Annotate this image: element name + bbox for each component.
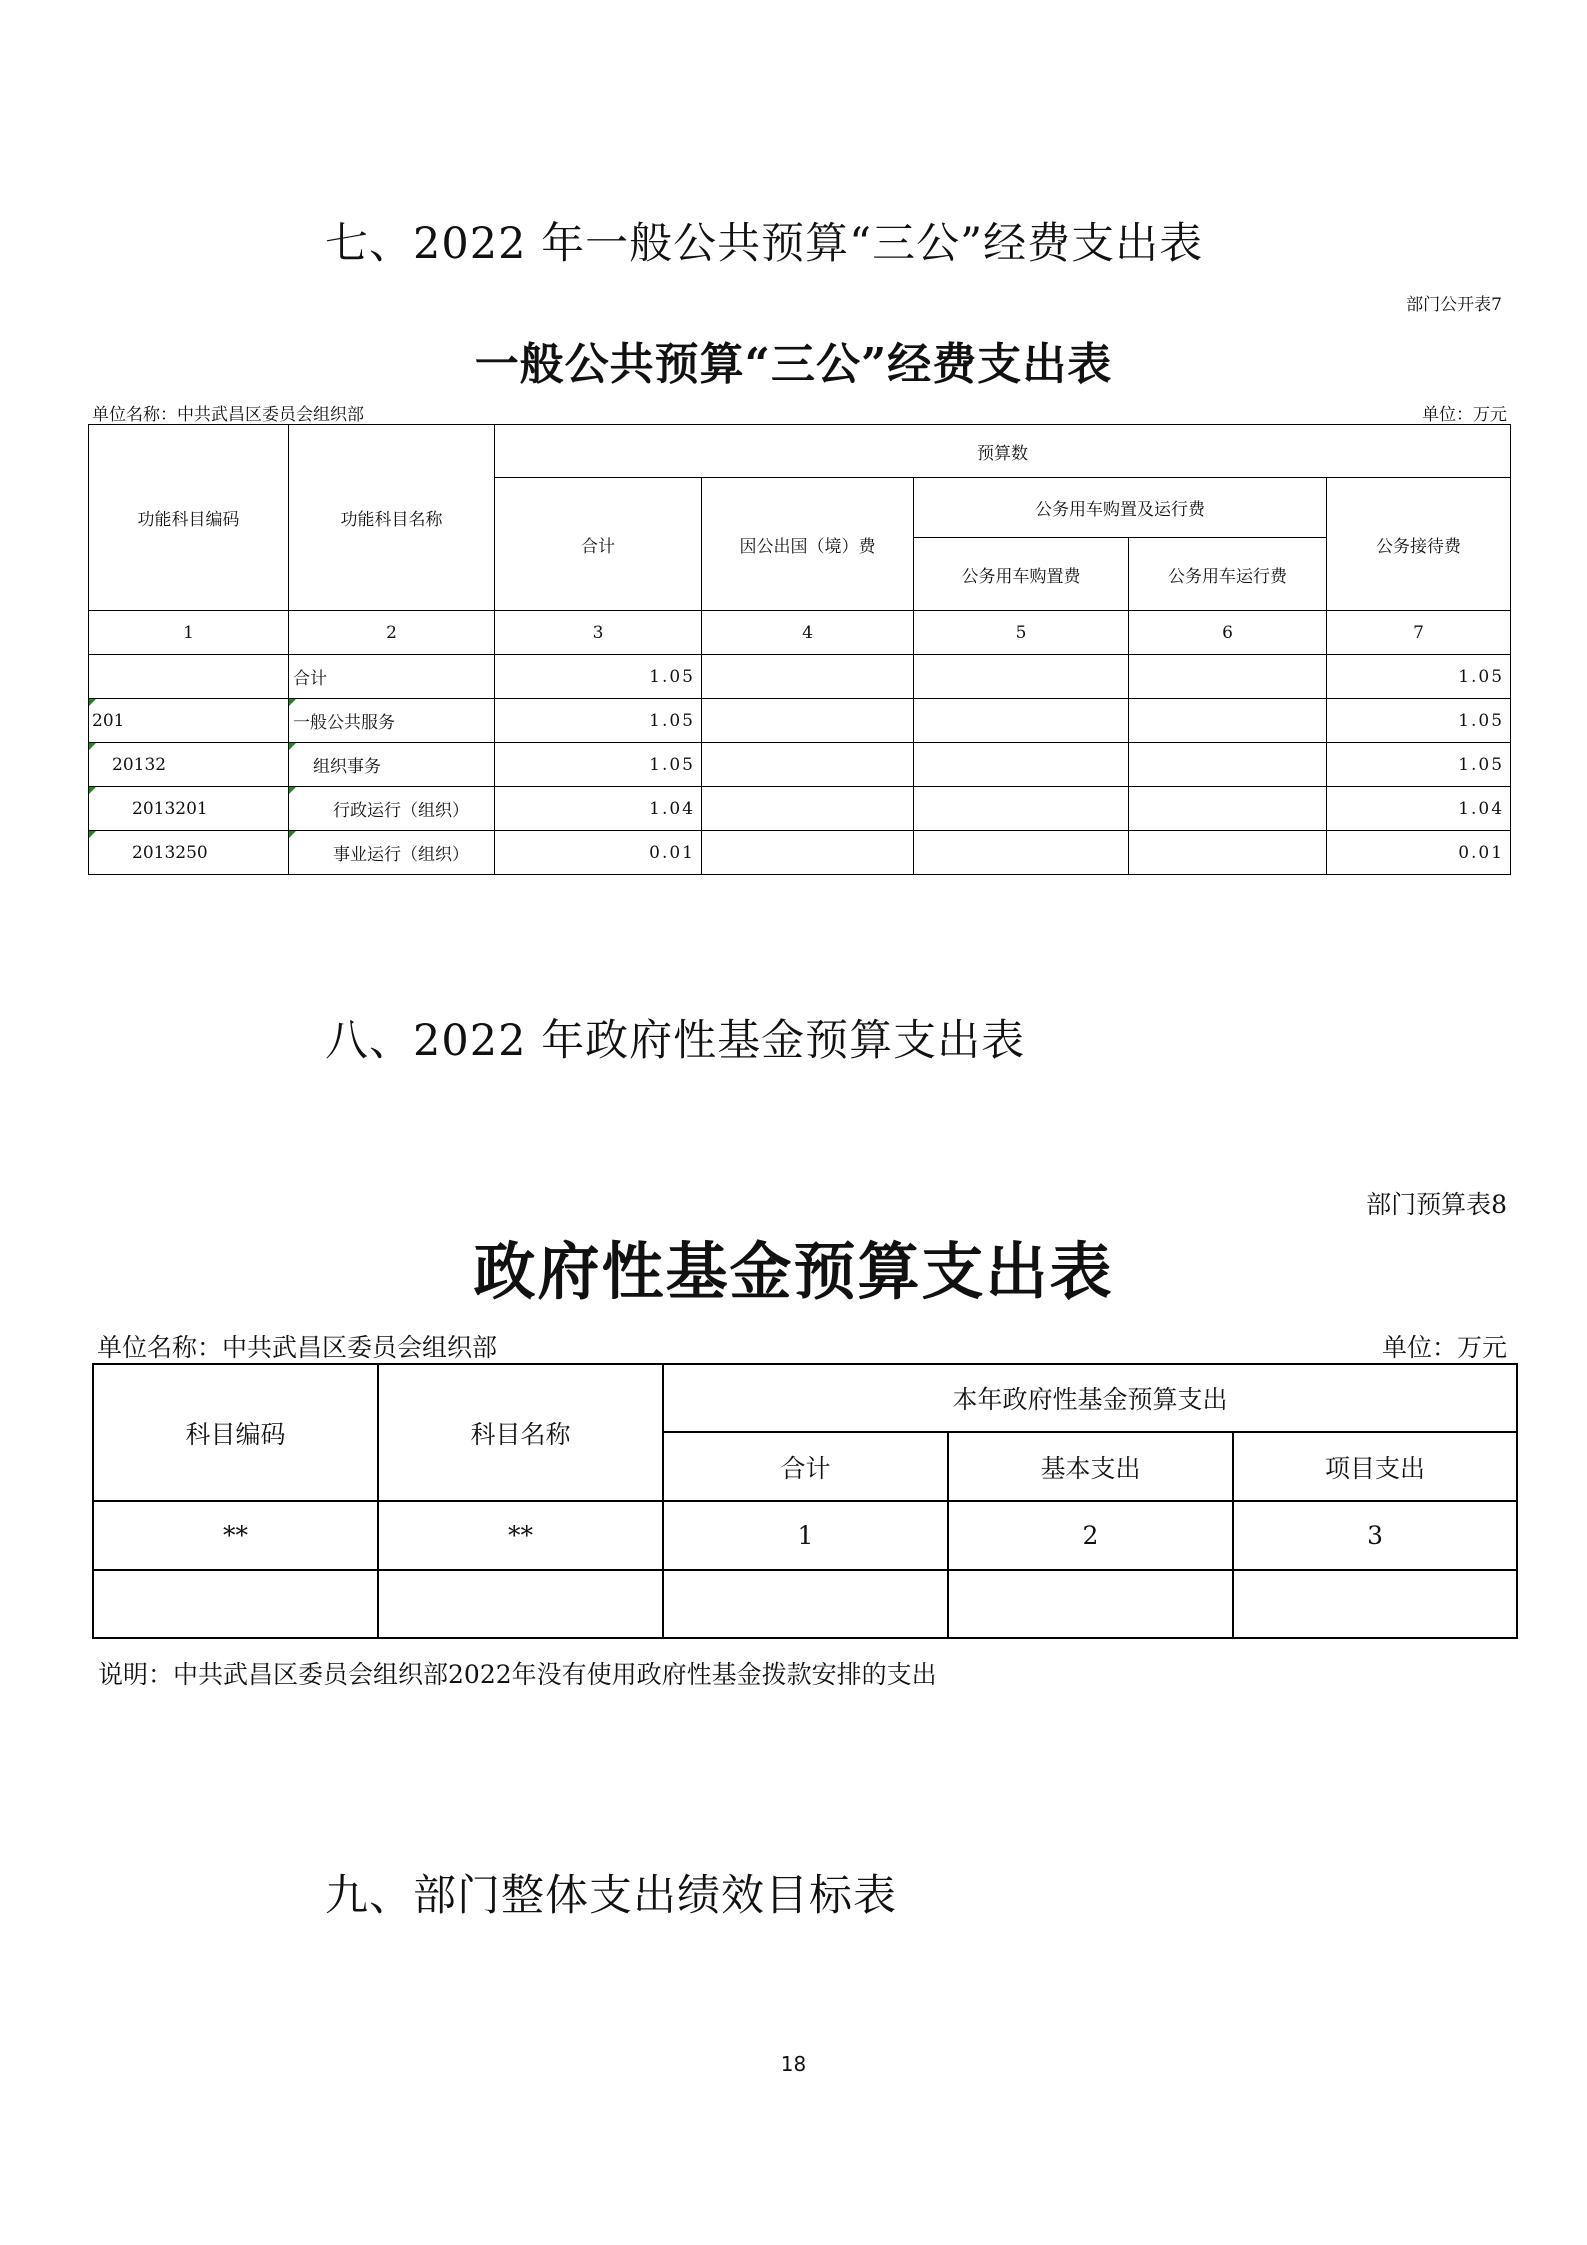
col-number: 5 — [914, 611, 1129, 655]
row-reception: 1.05 — [1327, 655, 1511, 699]
header-budget: 预算数 — [495, 425, 1511, 478]
section9-heading: 九、部门整体支出绩效目标表 — [325, 1871, 897, 1921]
row-abroad — [702, 699, 914, 743]
row-purchase — [914, 699, 1129, 743]
row-run — [1129, 655, 1327, 699]
column-number-row — [89, 611, 1511, 655]
row-reception: 1.05 — [1327, 743, 1511, 787]
header-total: 合计 — [495, 478, 702, 611]
row-run — [1129, 787, 1327, 831]
row-reception: 1.05 — [1327, 699, 1511, 743]
table-row — [89, 787, 1511, 831]
row-purchase — [914, 743, 1129, 787]
header-vehicle-run: 公务用车运行费 — [1129, 538, 1327, 611]
green-corner-marker — [89, 787, 96, 794]
row-code: 201 — [92, 710, 125, 731]
row-name: 行政运行（组织） — [333, 801, 469, 821]
empty-cell — [948, 1570, 1233, 1638]
empty-cell — [378, 1570, 663, 1638]
col-number: 4 — [702, 611, 914, 655]
section8-title: 政府性基金预算支出表 — [473, 1235, 1114, 1308]
row-run — [1129, 831, 1327, 875]
table-row — [93, 1570, 1517, 1638]
row-code: 20132 — [112, 754, 167, 775]
header-code: 功能科目编码 — [89, 425, 289, 611]
header-vehicle: 公务用车购置及运行费 — [914, 478, 1327, 538]
green-corner-marker — [289, 743, 296, 750]
green-corner-marker — [289, 831, 296, 838]
header-reception: 公务接待费 — [1327, 478, 1511, 611]
row-abroad — [702, 743, 914, 787]
table-row — [89, 655, 1511, 699]
row-name: 组织事务 — [313, 757, 381, 777]
header-vehicle-purchase: 公务用车购置费 — [914, 538, 1129, 611]
row-name: 合计 — [289, 655, 495, 699]
row-total: 1.05 — [495, 743, 702, 787]
section7-unit: 单位：万元 — [1422, 405, 1507, 425]
green-corner-marker — [89, 699, 96, 706]
header-total: 合计 — [663, 1432, 948, 1501]
row-total: 1.04 — [495, 787, 702, 831]
col-number: 7 — [1327, 611, 1511, 655]
green-corner-marker — [89, 743, 96, 750]
row-reception: 1.04 — [1327, 787, 1511, 831]
table-row — [89, 831, 1511, 875]
section7-title: 一般公共预算“三公”经费支出表 — [474, 339, 1113, 390]
section7-unit-name: 单位名称：中共武昌区委员会组织部 — [92, 405, 364, 425]
empty-cell — [1233, 1570, 1517, 1638]
row-abroad — [702, 831, 914, 875]
column-number-row — [93, 1501, 1517, 1570]
header-name: 科目名称 — [378, 1364, 663, 1501]
row-name: 事业运行（组织） — [333, 845, 469, 865]
col-number: ** — [93, 1501, 378, 1570]
col-number: 2 — [289, 611, 495, 655]
green-corner-marker — [89, 831, 96, 838]
col-number: 6 — [1129, 611, 1327, 655]
table-row — [89, 743, 1511, 787]
col-number: 3 — [1233, 1501, 1517, 1570]
header-project: 项目支出 — [1233, 1432, 1517, 1501]
row-code — [89, 655, 289, 699]
green-corner-marker — [289, 699, 296, 706]
row-abroad — [702, 787, 914, 831]
row-total: 1.05 — [495, 699, 702, 743]
row-total: 1.05 — [495, 655, 702, 699]
col-number: 3 — [495, 611, 702, 655]
row-abroad — [702, 655, 914, 699]
row-total: 0.01 — [495, 831, 702, 875]
section8-table-id: 部门预算表8 — [1366, 1190, 1507, 1219]
row-code: 2013250 — [132, 842, 208, 863]
section8-heading: 八、2022 年政府性基金预算支出表 — [325, 1016, 1026, 1066]
row-code: 2013201 — [132, 798, 208, 819]
section8-note: 说明：中共武昌区委员会组织部2022年没有使用政府性基金拨款安排的支出 — [98, 1660, 937, 1689]
header-code: 科目编码 — [93, 1364, 378, 1501]
row-purchase — [914, 831, 1129, 875]
row-run — [1129, 699, 1327, 743]
three-public-expense-table — [88, 424, 1511, 875]
row-name: 一般公共服务 — [293, 713, 395, 733]
section8-unit-name: 单位名称：中共武昌区委员会组织部 — [97, 1333, 498, 1362]
row-reception: 0.01 — [1327, 831, 1511, 875]
col-number: ** — [378, 1501, 663, 1570]
row-purchase — [914, 787, 1129, 831]
empty-cell — [663, 1570, 948, 1638]
page-number: 18 — [780, 2052, 807, 2076]
section8-unit: 单位：万元 — [1381, 1333, 1507, 1362]
col-number: 1 — [89, 611, 289, 655]
col-number: 1 — [663, 1501, 948, 1570]
empty-cell — [93, 1570, 378, 1638]
section7-table-id: 部门公开表7 — [1406, 295, 1502, 315]
header-basic: 基本支出 — [948, 1432, 1233, 1501]
header-group: 本年政府性基金预算支出 — [663, 1364, 1517, 1432]
col-number: 2 — [948, 1501, 1233, 1570]
row-run — [1129, 743, 1327, 787]
section7-heading: 七、2022 年一般公共预算“三公”经费支出表 — [325, 219, 1204, 269]
row-purchase — [914, 655, 1129, 699]
table-row — [89, 699, 1511, 743]
green-corner-marker — [289, 787, 296, 794]
header-abroad: 因公出国（境）费 — [702, 478, 914, 611]
government-fund-table — [92, 1363, 1518, 1639]
header-name: 功能科目名称 — [289, 425, 495, 611]
